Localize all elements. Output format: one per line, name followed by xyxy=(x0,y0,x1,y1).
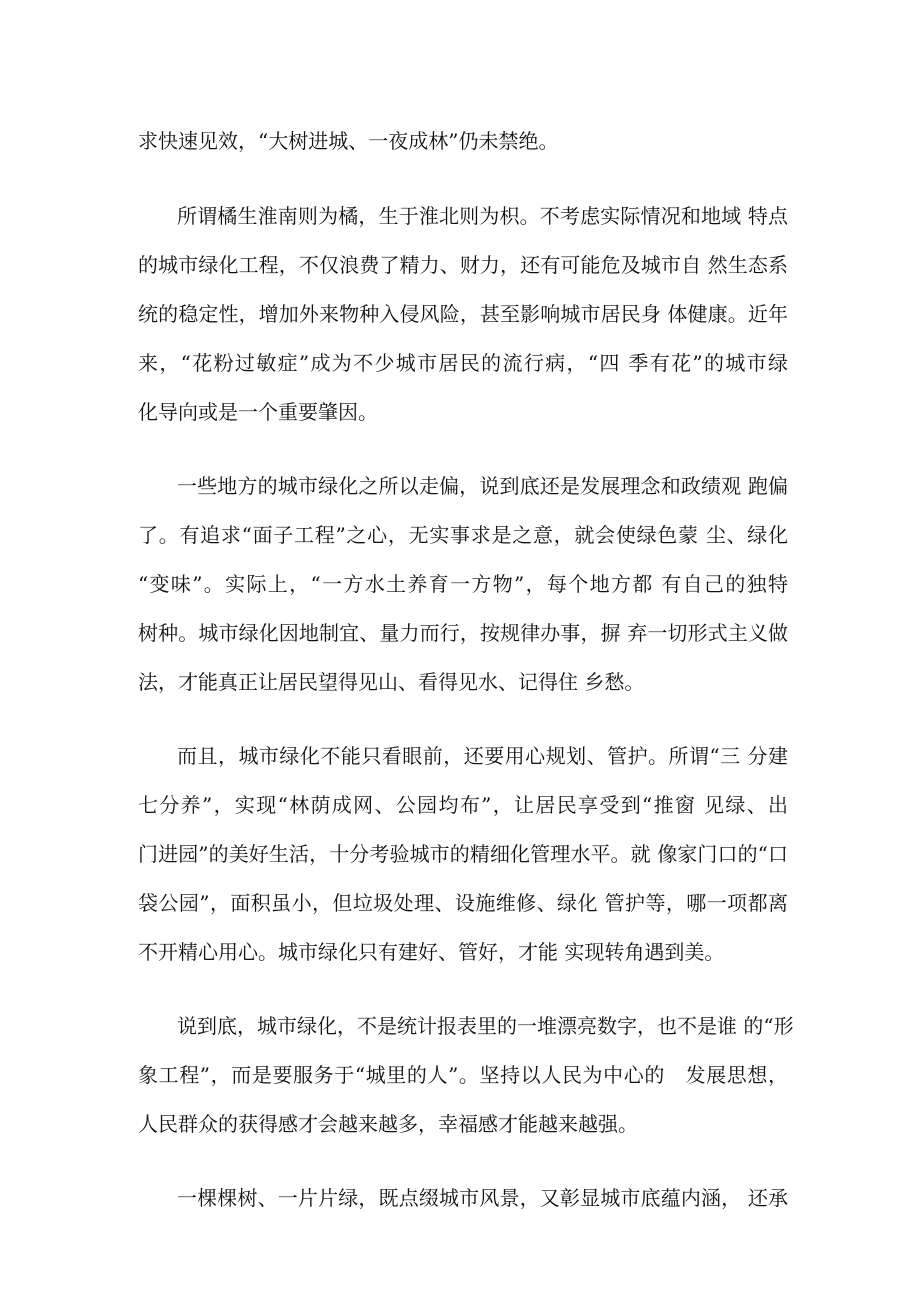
paragraph-2-line-4: 来，“花粉过敏症”成为不少城市居民的流行病，“四 季有花”的城市绿 xyxy=(138,351,788,375)
paragraph-1-line-1: 求快速见效，“大树进城、一夜成林”仍未禁绝。 xyxy=(138,129,559,153)
paragraph-2-line-2: 的城市绿化工程，不仅浪费了精力、财力，还有可能危及城市自 然生态系 xyxy=(138,253,788,277)
paragraph-4-line-2: 七分养”，实现“林荫成网、公园均布”，让居民享受到“推窗 见绿、出 xyxy=(138,793,788,817)
paragraph-3-line-3: “变味”。实际上，“一方水土养育一方物”，每个地方都 有自己的独特 xyxy=(138,572,788,596)
paragraph-5-line-3: 人民群众的获得感才会越来越多，幸福感才能越来越强。 xyxy=(138,1112,638,1136)
paragraph-4-line-3: 门进园”的美好生活，十分考验城市的精细化管理水平。就 像家门口的“口 xyxy=(138,842,788,866)
paragraph-5-line-1: 说到底，城市绿化，不是统计报表里的一堆漂亮数字，也不是谁 的“形 xyxy=(177,1014,794,1038)
paragraph-5-line-2: 象工程”，而是要服务于“城里的人”。坚持以人民为中心的 发展思想， xyxy=(138,1063,788,1087)
paragraph-4-line-1: 而且，城市绿化不能只看眼前，还要用心规划、管护。所谓“三 分建 xyxy=(177,744,788,768)
paragraph-3-line-1: 一些地方的城市绿化之所以走偏，说到底还是发展理念和政绩观 跑偏 xyxy=(177,474,788,498)
paragraph-6-line-1: 一棵棵树、一片片绿，既点缀城市风景，又彰显城市底蕴内涵， 还承 xyxy=(177,1186,788,1210)
paragraph-2-line-3: 统的稳定性，增加外来物种入侵风险，甚至影响城市居民身 体健康。近年 xyxy=(138,302,788,326)
paragraph-4-line-4: 袋公园”，面积虽小，但垃圾处理、设施维修、绿化 管护等，哪一项都离 xyxy=(138,891,788,915)
paragraph-2-line-1: 所谓橘生淮南则为橘，生于淮北则为枳。不考虑实际情况和地域 特点 xyxy=(177,204,788,228)
paragraph-3-line-5: 法，才能真正让居民望得见山、看得见水、记得住 乡愁。 xyxy=(138,670,645,694)
paragraph-4-line-5: 不开精心用心。城市绿化只有建好、管好，才能 实现转角遇到美。 xyxy=(138,940,725,964)
paragraph-2-line-5: 化导向或是一个重要肇因。 xyxy=(138,400,378,424)
paragraph-3-line-4: 树种。城市绿化因地制宜、量力而行，按规律办事，摒 弃一切形式主义做 xyxy=(138,621,788,645)
paragraph-3-line-2: 了。有追求“面子工程”之心，无实事求是之意，就会使绿色蒙 尘、绿化 xyxy=(138,523,788,547)
